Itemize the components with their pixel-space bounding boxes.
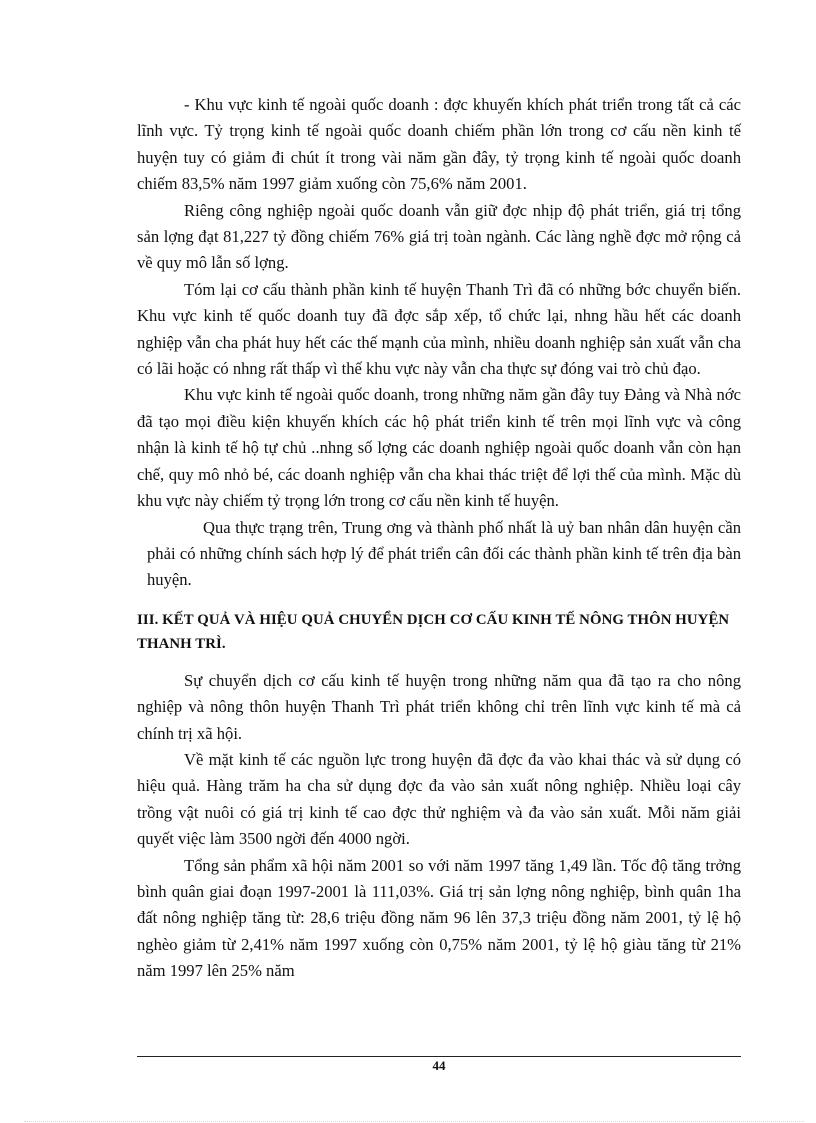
body-text (137, 92, 741, 985)
paragraph-non-state-limits: Khu vực kinh tế ngoài quốc doanh, trong những năm gần đây tuy Đảng và Nhà nớc đã tạo mọi điều kiện khuyến khích các hộ phát triển kinh tế trên mọi lĩnh vực và công nhận là kinh tế hộ tự chủ ..nhng số lợng các doanh nghiệp ngoài quốc doanh vẫn còn hạn chế, quy mô nhỏ bé, các doanh nghiệp vẫn cha khai thác triệt để lợi thế của mình. Mặc dù khu vực này chiếm tỷ trọng lớn trong cơ cấu nền kinh tế huyện. (137, 385, 741, 511)
footer-rule (137, 1056, 741, 1057)
paragraph-growth-figures: Tổng sản phẩm xã hội năm 2001 so với năm 1997 tăng 1,49 lần. Tốc độ tăng trởng bình quân giai đoạn 1997-2001 là 111,03%. Giá trị sản lợng nông nghiệp, bình quân 1ha đất nông nghiệp tăng từ: 28,6 triệu đồng năm 96 lên 37,3 triệu đồng năm 2001, tỷ lệ hộ nghèo giảm từ 2,41% năm 1997 xuống còn 0,75% năm 2001, tỷ lệ hộ giàu tăng từ 21% năm 1997 lên 25% năm (137, 855, 741, 981)
paragraph-economic-resources: Về mặt kinh tế các nguồn lực trong huyện đã đợc đa vào khai thác và sử dụng có hiệu quả. Hàng trăm ha cha sử dụng đợc đa vào sản xuất nông nghiệp. Nhiều loại cây trồng vật nuôi có giá trị kinh tế cao đợc thử nghiệm và đa vào sản xuất. Mỗi năm giải quyết việc làm 3500 ngời đến 4000 ngời. (137, 749, 741, 849)
paragraph-non-state-sector: - Khu vực kinh tế ngoài quốc doanh : đợc khuyến khích phát triển trong tất cả các lĩnh vực. Tỷ trọng kinh tế ngoài quốc doanh chiếm phần lớn trong cơ cấu nền kinh tế huyện tuy có giảm đi chút ít trong vài năm gần đây, tỷ trọng kinh tế ngoài quốc doanh chiếm 83,5% năm 1997 giảm xuống còn 75,6% năm 2001. (137, 95, 741, 194)
paragraph-policy-recommendation: Qua thực trạng trên, Trung ơng và thành phố nhất là uỷ ban nhân dân huyện cần phải có những chính sách hợp lý để phát triển cân đối các thành phần kinh tế trên địa bàn huyện. (147, 517, 741, 590)
paragraph-transition-overview: Sự chuyển dịch cơ cấu kinh tế huyện trong những năm qua đã tạo ra cho nông nghiệp và nông thôn huyện Thanh Trì phát triển không chỉ trên lĩnh vực kinh tế mà cả chính trị xã hội. (137, 670, 741, 743)
paragraph-non-state-industry: Riêng công nghiệp ngoài quốc doanh vẫn giữ đợc nhịp độ phát triển, giá trị tổng sản lợng đạt 81,227 tỷ đồng chiếm 76% giá trị toàn ngành. Các làng nghề đợc mở rộng cả về quy mô lẫn số lợng. (137, 200, 741, 273)
page-number: 44 (432, 1058, 446, 1073)
paragraph-summary: Tóm lại cơ cấu thành phần kinh tế huyện Thanh Trì đã có những bớc chuyển biến. Khu vực kinh tế quốc doanh tuy đã đợc sắp xếp, tổ chức lại, nhng hầu hết các doanh nghiệp vẫn cha phát huy hết các thế mạnh của mình, nhiều doanh nghiệp sản xuất vẫn cha có lãi hoặc có nhng rất thấp vì thế khu vực này vẫn cha thực sự đóng vai trò chủ đạo. (137, 279, 741, 379)
section-heading: III. KẾT QUẢ VÀ HIỆU QUẢ CHUYỂN DỊCH CƠ CẤU KINH TẾ NÔNG THÔN HUYỆN THANH TRÌ. (137, 611, 730, 652)
page-bottom-edge (24, 1121, 804, 1122)
